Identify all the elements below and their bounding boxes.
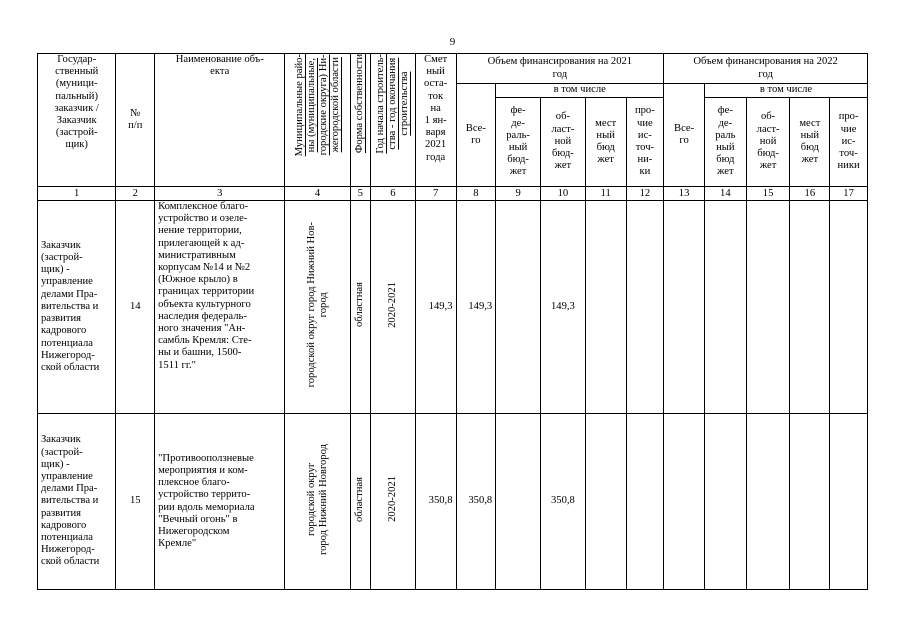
header-total-2021: Все- го (456, 84, 496, 187)
row-local-2022 (790, 201, 830, 414)
header-years: Год начала строитель- ства - год окончания строительства (370, 54, 415, 187)
column-number: 2 (116, 187, 155, 201)
row-years: 2020-2021 (370, 201, 415, 414)
header-local-2021: мест ный бюд жет (585, 98, 626, 187)
header-ownership: Форма собственности (350, 54, 370, 187)
row-years: 2020-2021 (370, 414, 415, 590)
header-customer: Государ- ственный (муници- пальный) заказчик / Заказчик (застрой- щик) (38, 54, 116, 187)
header-fin-2022: Объем финансирования на 2022 год (664, 54, 868, 84)
page-number: 9 (449, 36, 456, 48)
column-number: 5 (350, 187, 370, 201)
row-other-2021 (626, 414, 664, 590)
row-other-2022 (830, 201, 868, 414)
header-regional-2022: об- ласт- ной бюд- жет (746, 98, 790, 187)
header-balance: Смет ный оста- ток на 1 ян- варя 2021 года (415, 54, 456, 187)
row-regional-2022 (746, 201, 790, 414)
column-number: 6 (370, 187, 415, 201)
row-number: 15 (116, 414, 155, 590)
header-total-2022: Все- го (664, 84, 705, 187)
header-federal-2021: фе- де- раль- ный бюд- жет (496, 98, 541, 187)
column-number: 10 (541, 187, 586, 201)
row-municipality: городской округ город Нижний Новгород (285, 414, 350, 590)
header-regional-2021: об- ласт- ной бюд- жет (541, 98, 586, 187)
row-regional-2022 (746, 414, 790, 590)
row-local-2021 (585, 201, 626, 414)
header-federal-2022: фе- де- раль ный бюд жет (704, 98, 746, 187)
column-number: 13 (664, 187, 705, 201)
row-total-2022 (664, 201, 705, 414)
header-other-2021: про- чие ис- точ- ни- ки (626, 98, 664, 187)
column-number: 17 (830, 187, 868, 201)
row-balance: 350,8 (415, 414, 456, 590)
row-total-2021: 149,3 (456, 201, 496, 414)
header-including-2022: в том числе (704, 84, 867, 98)
header-fin-2021: Объем финансирования на 2021 год (456, 54, 664, 84)
header-row-1 (38, 54, 868, 84)
header-local-2022: мест ный бюд жет (790, 98, 830, 187)
row-federal-2022 (704, 414, 746, 590)
row-object-name: "Противооползневые мероприятия и ком- плексное благо- устройство террито- рии вдоль мемориала "Вечный огонь" в Нижегородском Кремле" (155, 414, 285, 590)
row-municipality: городской округ город Нижний Нов- город (285, 201, 350, 414)
column-number: 14 (704, 187, 746, 201)
column-number: 7 (415, 187, 456, 201)
row-federal-2021 (496, 414, 541, 590)
row-ownership: областная (350, 201, 370, 414)
column-number: 15 (746, 187, 790, 201)
header-object-name: Наименование объ- екта (155, 54, 285, 187)
table-row (38, 201, 868, 414)
column-number: 11 (585, 187, 626, 201)
row-federal-2022 (704, 201, 746, 414)
column-number: 3 (155, 187, 285, 201)
row-local-2021 (585, 414, 626, 590)
row-ownership: областная (350, 414, 370, 590)
column-number: 8 (456, 187, 496, 201)
row-total-2021: 350,8 (456, 414, 496, 590)
row-other-2021 (626, 201, 664, 414)
column-number-row (38, 187, 868, 201)
row-regional-2021: 350,8 (541, 414, 586, 590)
row-customer: Заказчик (застрой- щик) - управление делами Пра- вительства и развития кадрового потенциала Нижегород- ской области (38, 201, 116, 414)
header-municipality: Муниципальные райо- ны (муниципальные, городские округа) Ни- жегородской области (285, 54, 350, 187)
row-regional-2021: 149,3 (541, 201, 586, 414)
row-local-2022 (790, 414, 830, 590)
row-object-name: Комплексное благо- устройство и озеле- нение территории, прилегающей к ад- министративным корпусам №14 и №2 (Южное крыло) в границах территории объекта культурного наследия федераль- ного значения "Ан- самбль Кремля: Сте- ны и башни, 1500- 1511 гг." (155, 201, 285, 414)
column-number: 1 (38, 187, 116, 201)
header-row-no: № п/п (116, 54, 155, 187)
row-number: 14 (116, 201, 155, 414)
row-balance: 149,3 (415, 201, 456, 414)
header-other-2022: про- чие ис- точ- ники (830, 98, 868, 187)
column-number: 12 (626, 187, 664, 201)
row-total-2022 (664, 414, 705, 590)
header-including-2021: в том числе (496, 84, 664, 98)
column-number: 16 (790, 187, 830, 201)
row-federal-2021 (496, 201, 541, 414)
row-other-2022 (830, 414, 868, 590)
column-number: 4 (285, 187, 350, 201)
row-customer: Заказчик (застрой- щик) - управление делами Пра- вительства и развития кадрового потенциала Нижегород- ской области (38, 414, 116, 590)
table-row (38, 414, 868, 590)
column-number: 9 (496, 187, 541, 201)
investment-table (37, 53, 868, 590)
